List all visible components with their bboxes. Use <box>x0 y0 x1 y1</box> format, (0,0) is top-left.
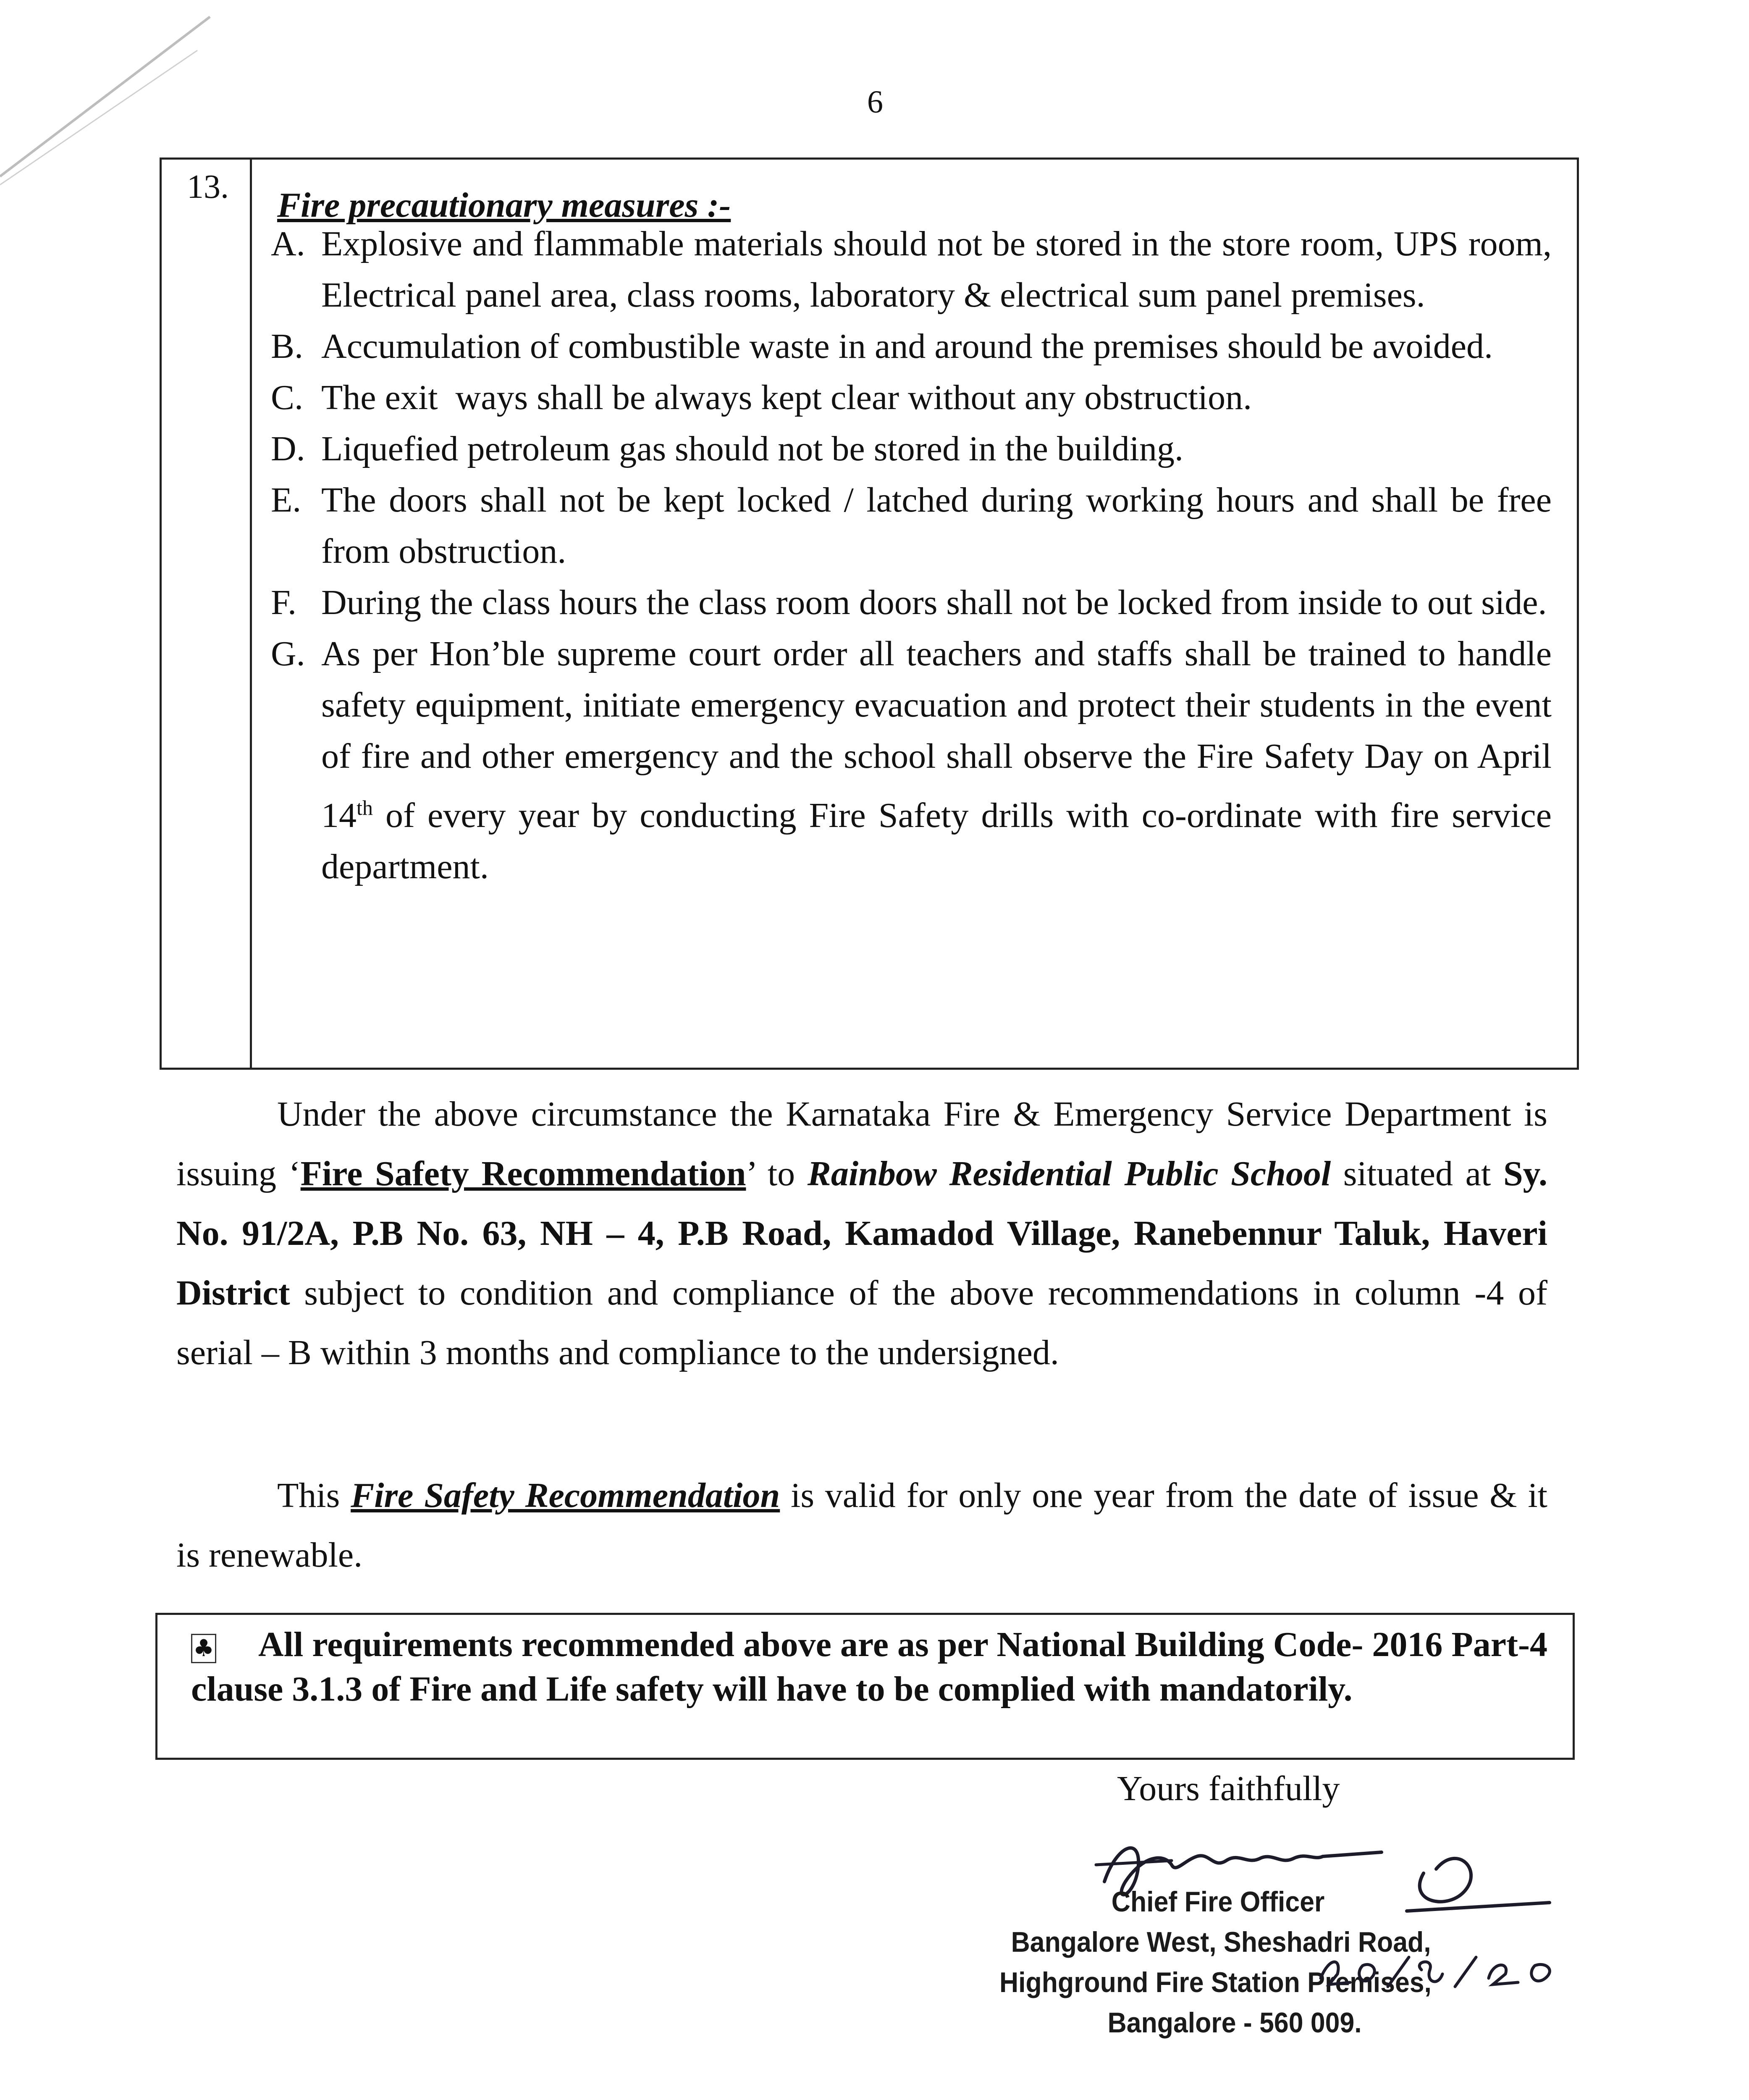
measure-text: Explosive and flammable materials should not be stored in the store room, UPS room, Electrical panel area, class rooms, laboratory & electrical sum panel premises. <box>321 224 1552 315</box>
measure-item <box>271 423 1552 475</box>
handwritten-date <box>1316 1949 1568 1991</box>
paragraph-text: Under the above circumstance the Karnataka Fire & Emergency Service Department is issuing ‘ <box>176 1095 1547 1193</box>
paragraph-text: This <box>277 1476 351 1515</box>
precautionary-measures-table <box>160 158 1579 1070</box>
paragraph-text: ’ to <box>746 1154 808 1193</box>
stamp-address-line: Bangalore - 560 009. <box>1107 2007 1362 2039</box>
measures-list <box>162 218 1577 892</box>
measure-letter: C. <box>271 378 304 417</box>
measure-item <box>271 372 1552 423</box>
measure-item <box>271 628 1552 892</box>
ordinal-superscript: th <box>357 796 373 819</box>
paragraph-text: situated at <box>1331 1154 1503 1193</box>
school-address: Sy. No. 91/2A, P.B No. 63, NH – 4, P.B Road, Kamadod Village, Ranebennur Taluk, Haveri District <box>176 1154 1548 1312</box>
stamp-title: Chief Fire Officer <box>1111 1886 1325 1918</box>
recommendation-title: Fire Safety Recommendation <box>351 1476 780 1515</box>
validity-paragraph <box>176 1466 1547 1585</box>
measure-item <box>271 321 1552 372</box>
recommendation-title: Fire Safety Recommendation <box>300 1154 746 1193</box>
paragraph-text: is valid for only one year from the date of issue & it is renewable. <box>176 1476 1548 1575</box>
measure-text: During the class hours the class room doors shall not be locked from inside to out side. <box>321 583 1547 622</box>
notice-text: All requirements recommended above are as per National Building Code- 2016 Part-4 clause 3.1.3 of Fire and Life safety will have to be complied with mandatorily. <box>191 1625 1547 1709</box>
measure-letter: D. <box>271 429 305 468</box>
measure-letter: G. <box>271 634 305 673</box>
measure-text-part: As per Hon’ble supreme court order all teachers and staffs shall be trained to handle safety equipment, initiate emergency evacuation and protect their students in the event of fire and other emergency and the school shall observe the Fire Safety Day on April 14 <box>321 634 1552 835</box>
closing-salutation: Yours faithfully <box>1117 1769 1340 1808</box>
measure-letter: E. <box>271 480 302 520</box>
recommendation-paragraph <box>176 1084 1547 1383</box>
measure-letter: B. <box>271 327 304 366</box>
measure-text: The exit ways shall be always kept clear without any obstruction. <box>321 378 1252 417</box>
school-name: Rainbow Residential Public School <box>807 1154 1331 1193</box>
measure-item <box>271 577 1552 628</box>
page-number: 6 <box>867 84 883 120</box>
stamp-address-line: Highground Fire Station Premises, <box>999 1966 1432 1998</box>
measure-text <box>321 628 1552 892</box>
section-heading: Fire precautionary measures :- <box>277 186 731 225</box>
serial-number: 13. <box>187 168 229 205</box>
measure-text: Accumulation of combustible waste in and around the premises should be avoided. <box>321 327 1493 366</box>
measure-letter: A. <box>271 224 305 263</box>
measure-text: The doors shall not be kept locked / latched during working hours and shall be free from obstruction. <box>321 480 1552 571</box>
measure-letter: F. <box>271 583 296 622</box>
stamp-address-line: Bangalore West, Sheshadri Road, <box>1011 1926 1431 1958</box>
measure-text: Liquefied petroleum gas should not be stored in the building. <box>321 429 1183 468</box>
paragraph-text: subject to condition and compliance of the above recommendations in column -4 of serial – B within 3 months and compliance to the undersigned. <box>176 1273 1547 1372</box>
measure-text-part: of every year by conducting Fire Safety drills with co-ordinate with fire service department. <box>321 796 1552 886</box>
measure-item <box>271 475 1552 577</box>
measure-item <box>271 218 1552 321</box>
club-icon: ♣ <box>191 1634 216 1663</box>
mandatory-notice-box <box>155 1613 1575 1760</box>
